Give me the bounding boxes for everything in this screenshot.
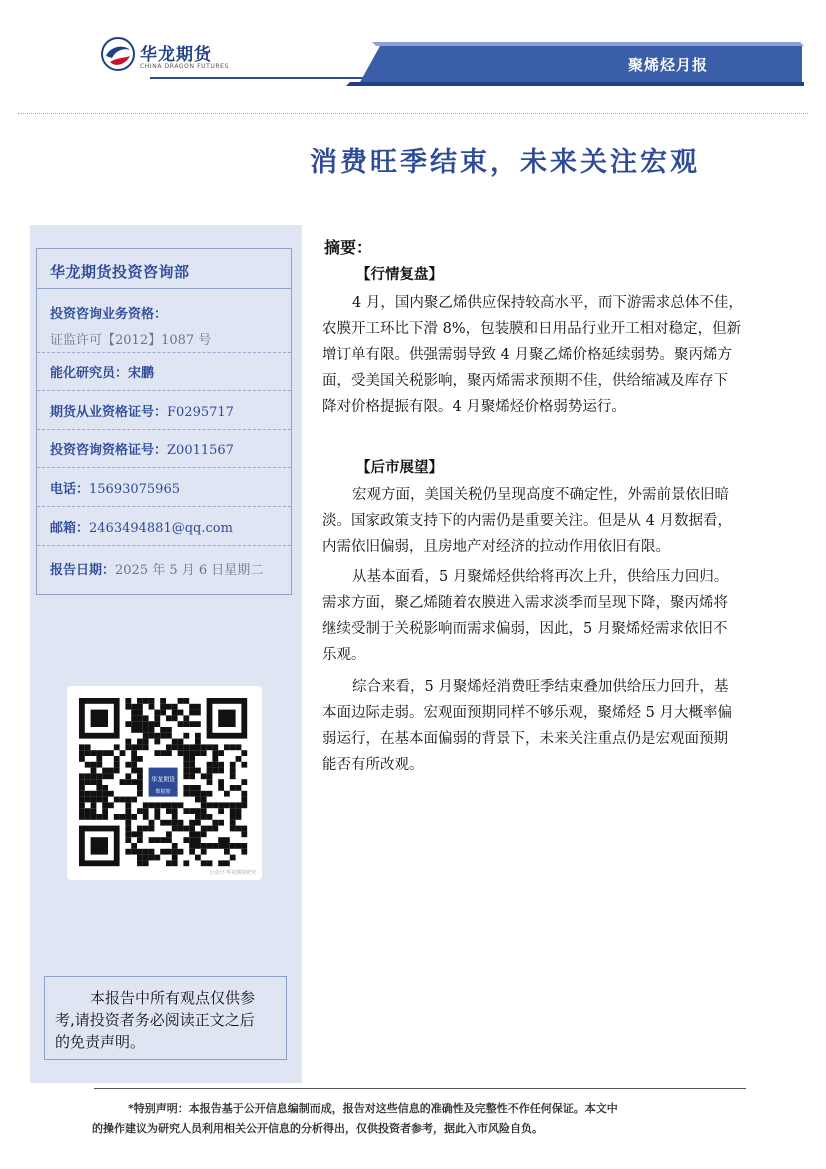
divider <box>37 352 291 353</box>
qr-code-image <box>67 686 262 880</box>
text-line: 增订单有限。供强需弱导致 4 月聚乙烯价格延续弱势。聚丙烯方 <box>322 347 732 363</box>
abstract-heading: 摘要： <box>324 238 373 257</box>
analyst-info-box <box>36 248 292 595</box>
text-line: 综合来看，5 月聚烯烃消费旺季结束叠加供给压力回升，基 <box>352 679 729 695</box>
text-line: 从基本面看，5 月聚烯烃供给将再次上升，供给压力回归。 <box>352 569 729 585</box>
text-line: 能否有所改观。 <box>322 757 424 773</box>
header-divider <box>18 113 808 114</box>
qr-caption: 公众号·华龙期货研究 <box>209 870 256 876</box>
company-logo <box>100 36 229 74</box>
analyst-row <box>50 362 154 381</box>
page-title: 消费旺季结束，未来关注宏观 <box>310 147 700 178</box>
outlook-paragraph-1 <box>322 482 792 560</box>
report-date-row <box>50 559 263 578</box>
analyst-name: 宋鹏 <box>128 366 155 381</box>
consult-cert-label: 投资咨询资格证号： <box>50 443 168 458</box>
text-line: 降对价格提振有限。4 月聚烯烃价格弱势运行。 <box>322 399 626 415</box>
footer-disclaimer <box>92 1099 752 1139</box>
dragon-logo-icon <box>100 36 136 72</box>
footer-line: *特别声明：本报告基于公开信息编制而成，报告对这些信息的准确性及完整性不作任何保证。本文中 <box>128 1102 618 1115</box>
futures-cert-value: F0295717 <box>167 405 234 420</box>
divider <box>37 506 291 507</box>
text-line: 面，受美国关税影响，聚丙烯需求预期不佳，供给缩减及库存下 <box>322 373 728 389</box>
footer-divider <box>94 1088 746 1089</box>
qr-code[interactable] <box>67 686 262 880</box>
logo-text-en: CHINA DRAGON FUTURES <box>140 63 229 70</box>
svg-text:华龙期货: 华龙期货 <box>151 776 176 784</box>
note-line: 的免责声明。 <box>55 1033 146 1051</box>
text-line: 弱运行，在基本面偏弱的背景下，未来关注重点仍是宏观面预期 <box>322 731 728 747</box>
email-row <box>50 517 233 536</box>
divider <box>37 429 291 430</box>
phone-value: 15693075965 <box>89 482 180 497</box>
email-label: 邮箱： <box>50 521 90 536</box>
disclaimer-note <box>44 976 287 1060</box>
department-title: 华龙期货投资咨询部 <box>37 249 291 289</box>
text-line: 淡。国家政策支持下的内需仍是重要关注。但是从 4 月数据看， <box>322 513 732 529</box>
footer-line: 的操作建议为研究人员利用相关公开信息的分析得出，仅供投资者参考，据此入市风险自负。 <box>92 1122 543 1135</box>
review-heading: 【行情复盘】 <box>356 267 443 283</box>
report-type-title: 聚烯烃月报 <box>628 56 709 74</box>
divider <box>37 467 291 468</box>
phone-row <box>50 478 180 497</box>
svg-text:数据窗: 数据窗 <box>155 789 171 796</box>
text-line: 内需依旧偏弱，且房地产对经济的拉动作用依旧有限。 <box>322 539 670 555</box>
text-line: 继续受制于关税影响而需求偏弱，因此，5 月聚烯烃需求依旧不 <box>322 621 728 637</box>
text-line: 宏观方面，美国关税仍呈现高度不确定性，外需前景依旧暗 <box>352 487 729 503</box>
text-line: 农膜开工环比下滑 8%，包装膜和日用品行业开工相对稳定，但新 <box>322 321 742 337</box>
review-paragraph <box>322 290 792 420</box>
analyst-label: 能化研究员： <box>50 366 129 381</box>
text-line: 4 月，国内聚乙烯供应保持较高水平，而下游需求总体不佳， <box>352 295 743 311</box>
divider <box>37 545 291 546</box>
text-line: 乐观。 <box>322 647 366 663</box>
report-date-label: 报告日期： <box>50 563 116 578</box>
consult-cert-value: Z0011567 <box>167 443 234 458</box>
outlook-heading: 【后市展望】 <box>356 460 443 476</box>
email-value[interactable]: 2463494881@qq.com <box>89 521 233 536</box>
outlook-paragraph-2 <box>322 564 792 668</box>
divider <box>37 390 291 391</box>
text-line: 需求方面，聚乙烯随着农膜进入需求淡季而呈现下降，聚丙烯将 <box>322 595 728 611</box>
report-date-value: 2025 年 5 月 6 日星期二 <box>115 563 264 578</box>
qualification-value: 证监许可【2012】1087 号 <box>50 333 212 348</box>
note-line: 本报告中所有观点仅供参 <box>90 989 256 1007</box>
text-line: 本面边际走弱。宏观面预期同样不够乐观，聚烯烃 5 月大概率偏 <box>322 705 732 721</box>
consult-cert-row <box>50 439 234 458</box>
futures-cert-row <box>50 401 234 420</box>
note-line: 考,请投资者务必阅读正文之后 <box>55 1011 255 1029</box>
qualification-label: 投资咨询业务资格： <box>50 307 168 322</box>
outlook-paragraph-3 <box>322 674 792 778</box>
phone-label: 电话： <box>50 482 90 497</box>
logo-text-cn: 华龙期货 <box>140 45 212 65</box>
futures-cert-label: 期货从业资格证号： <box>50 405 168 420</box>
